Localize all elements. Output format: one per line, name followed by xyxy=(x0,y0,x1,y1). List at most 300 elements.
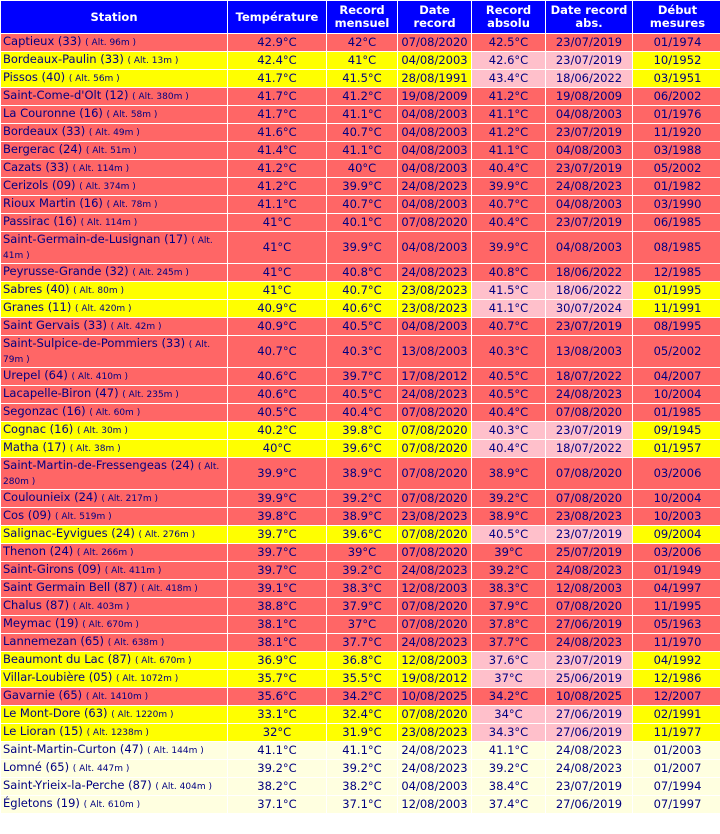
absolute-record-date-cell: 23/07/2019 xyxy=(546,422,632,439)
station-name[interactable]: Peyrusse-Grande (32) xyxy=(3,264,129,278)
station-altitude: ( Alt. 1220m ) xyxy=(111,710,174,720)
record-date-cell: 07/08/2020 xyxy=(398,598,471,615)
header-station[interactable]: Station xyxy=(1,1,227,33)
station-name[interactable]: Pissos (40) xyxy=(3,70,66,84)
record-date-cell: 07/08/2020 xyxy=(398,544,471,561)
station-name[interactable]: Passirac (16) xyxy=(3,214,78,228)
record-date-cell: 07/08/2020 xyxy=(398,404,471,421)
station-cell[interactable] xyxy=(1,386,227,403)
temperature-cell: 41.4°C xyxy=(228,142,326,159)
absolute-record-cell: 34.2°C xyxy=(472,688,545,705)
monthly-record-cell: 39.6°C xyxy=(327,440,397,457)
station-altitude: ( Alt. 404m ) xyxy=(155,782,212,792)
station-name[interactable]: Saint-Martin-Curton (47) xyxy=(3,742,144,756)
station-cell[interactable] xyxy=(1,368,227,385)
station-altitude: ( Alt. 276m ) xyxy=(138,530,196,540)
monthly-record-cell: 39.2°C xyxy=(327,760,397,777)
record-date-cell: 07/08/2020 xyxy=(398,422,471,439)
station-altitude: ( Alt. 418m ) xyxy=(141,584,198,594)
start-date-cell: 06/2002 xyxy=(633,88,720,105)
station-name[interactable]: Granes (11) xyxy=(3,300,72,314)
station-name[interactable]: Bordeaux-Paulin (33) xyxy=(3,52,124,66)
header-start-date[interactable]: Début mesures xyxy=(633,1,720,33)
station-name[interactable]: Saint-Yrieix-la-Perche (87) xyxy=(3,778,152,792)
temperature-cell: 41.7°C xyxy=(228,88,326,105)
table-row xyxy=(1,742,720,759)
station-cell[interactable] xyxy=(1,526,227,543)
station-cell[interactable] xyxy=(1,742,227,759)
station-cell[interactable] xyxy=(1,142,227,159)
temperature-cell: 39.9°C xyxy=(228,490,326,507)
station-altitude: ( Alt. 638m ) xyxy=(107,638,165,648)
station-name[interactable]: Urepel (64) xyxy=(3,368,68,382)
station-cell[interactable] xyxy=(1,404,227,421)
station-cell[interactable] xyxy=(1,88,227,105)
temperature-cell: 38.2°C xyxy=(228,778,326,795)
station-cell[interactable] xyxy=(1,300,227,317)
start-date-cell: 12/1986 xyxy=(633,670,720,687)
table-row xyxy=(1,670,720,687)
header-record-date[interactable]: Date record xyxy=(398,1,471,33)
absolute-record-date-cell: 24/08/2023 xyxy=(546,178,632,195)
table-row xyxy=(1,616,720,633)
station-name[interactable]: Lomné (65) xyxy=(3,760,70,774)
station-cell[interactable] xyxy=(1,282,227,299)
absolute-record-cell: 34°C xyxy=(472,706,545,723)
record-date-cell: 24/08/2023 xyxy=(398,760,471,777)
start-date-cell: 10/2004 xyxy=(633,386,720,403)
station-name[interactable]: Saint-Come-d'Olt (12) xyxy=(3,88,129,102)
absolute-record-date-cell: 23/07/2019 xyxy=(546,318,632,335)
absolute-record-cell: 39.9°C xyxy=(472,232,545,263)
station-name[interactable]: Saint-Girons (09) xyxy=(3,562,102,576)
start-date-cell: 11/1977 xyxy=(633,724,720,741)
absolute-record-date-cell: 24/08/2023 xyxy=(546,562,632,579)
station-cell[interactable] xyxy=(1,196,227,213)
table-row xyxy=(1,490,720,507)
station-altitude: ( Alt. 266m ) xyxy=(76,548,134,558)
start-date-cell: 10/2004 xyxy=(633,490,720,507)
table-row xyxy=(1,196,720,213)
station-name[interactable]: Beaumont du Lac (87) xyxy=(3,652,132,666)
station-altitude: ( Alt. 670m ) xyxy=(134,656,192,666)
table-row xyxy=(1,404,720,421)
table-row xyxy=(1,544,720,561)
monthly-record-cell: 41.1°C xyxy=(327,106,397,123)
absolute-record-date-cell: 25/07/2019 xyxy=(546,544,632,561)
station-name[interactable]: Saint Germain Bell (87) xyxy=(3,580,138,594)
absolute-record-cell: 41.1°C xyxy=(472,300,545,317)
table-row xyxy=(1,368,720,385)
absolute-record-cell: 40.5°C xyxy=(472,386,545,403)
absolute-record-cell: 39.2°C xyxy=(472,490,545,507)
station-name[interactable]: Bergerac (24) xyxy=(3,142,83,156)
record-date-cell: 24/08/2023 xyxy=(398,742,471,759)
absolute-record-cell: 37.7°C xyxy=(472,634,545,651)
station-cell[interactable] xyxy=(1,634,227,651)
header-monthly-record[interactable]: Record mensuel xyxy=(327,1,397,33)
station-altitude: ( Alt. 30m ) xyxy=(76,426,128,436)
record-date-cell: 04/08/2003 xyxy=(398,142,471,159)
station-altitude: ( Alt. 41m ) xyxy=(3,235,213,261)
start-date-cell: 04/2007 xyxy=(633,368,720,385)
table-row xyxy=(1,724,720,741)
absolute-record-date-cell: 04/08/2003 xyxy=(546,196,632,213)
absolute-record-date-cell: 23/07/2019 xyxy=(546,34,632,51)
monthly-record-cell: 39.2°C xyxy=(327,490,397,507)
record-date-cell: 12/08/2003 xyxy=(398,796,471,813)
temperature-cell: 38.1°C xyxy=(228,634,326,651)
absolute-record-date-cell: 04/08/2003 xyxy=(546,232,632,263)
start-date-cell: 01/1949 xyxy=(633,562,720,579)
absolute-record-cell: 39.9°C xyxy=(472,178,545,195)
table-row xyxy=(1,282,720,299)
record-date-cell: 04/08/2003 xyxy=(398,196,471,213)
monthly-record-cell: 40.7°C xyxy=(327,282,397,299)
station-altitude: ( Alt. 80m ) xyxy=(73,286,124,296)
station-cell[interactable] xyxy=(1,562,227,579)
absolute-record-date-cell: 30/07/2024 xyxy=(546,300,632,317)
monthly-record-cell: 34.2°C xyxy=(327,688,397,705)
station-altitude: ( Alt. 58m ) xyxy=(106,110,158,120)
station-name[interactable]: Lannemezan (65) xyxy=(3,634,105,648)
station-cell[interactable] xyxy=(1,688,227,705)
header-row xyxy=(1,1,720,33)
temperature-cell: 40.7°C xyxy=(228,336,326,367)
header-absolute-record-date[interactable]: Date record abs. xyxy=(546,1,632,33)
temperature-cell: 41.7°C xyxy=(228,106,326,123)
record-date-cell: 10/08/2025 xyxy=(398,688,471,705)
station-altitude: ( Alt. 670m ) xyxy=(82,620,139,630)
station-altitude: ( Alt. 420m ) xyxy=(74,304,132,314)
absolute-record-cell: 39°C xyxy=(472,544,545,561)
temperature-cell: 40.2°C xyxy=(228,422,326,439)
station-name[interactable]: Saint-Martin-de-Fressengeas (24) xyxy=(3,458,195,472)
absolute-record-date-cell: 23/07/2019 xyxy=(546,526,632,543)
station-name[interactable]: Le Lioran (15) xyxy=(3,724,83,738)
record-date-cell: 24/08/2023 xyxy=(398,264,471,281)
station-cell[interactable] xyxy=(1,616,227,633)
start-date-cell: 12/2007 xyxy=(633,688,720,705)
start-date-cell: 01/1995 xyxy=(633,282,720,299)
start-date-cell: 05/1963 xyxy=(633,616,720,633)
station-name[interactable]: Rioux Martin (16) xyxy=(3,196,103,210)
absolute-record-cell: 37.4°C xyxy=(472,796,545,813)
absolute-record-date-cell: 25/06/2019 xyxy=(546,670,632,687)
temperature-cell: 42.4°C xyxy=(228,52,326,69)
station-altitude: ( Alt. 410m ) xyxy=(71,372,129,382)
absolute-record-date-cell: 23/07/2019 xyxy=(546,214,632,231)
station-name[interactable]: Captieux (33) xyxy=(3,34,82,48)
absolute-record-cell: 37.6°C xyxy=(472,652,545,669)
monthly-record-cell: 38.9°C xyxy=(327,508,397,525)
temperature-cell: 40.6°C xyxy=(228,386,326,403)
absolute-record-cell: 40.4°C xyxy=(472,404,545,421)
record-date-cell: 24/08/2023 xyxy=(398,386,471,403)
absolute-record-cell: 40.4°C xyxy=(472,160,545,177)
station-cell[interactable] xyxy=(1,778,227,795)
station-name[interactable]: Lacapelle-Biron (47) xyxy=(3,386,119,400)
station-name[interactable]: Coulounieix (24) xyxy=(3,490,98,504)
absolute-record-cell: 38.3°C xyxy=(472,580,545,597)
table-row xyxy=(1,70,720,87)
station-altitude: ( Alt. 1072m ) xyxy=(115,674,179,684)
station-name[interactable]: Matha (17) xyxy=(3,440,67,454)
temperature-cell: 40°C xyxy=(228,440,326,457)
station-altitude: ( Alt. 1410m ) xyxy=(85,692,149,702)
absolute-record-date-cell: 04/08/2003 xyxy=(546,106,632,123)
station-cell[interactable] xyxy=(1,652,227,669)
absolute-record-cell: 37.8°C xyxy=(472,616,545,633)
monthly-record-cell: 37.9°C xyxy=(327,598,397,615)
absolute-record-cell: 40.5°C xyxy=(472,368,545,385)
station-cell[interactable] xyxy=(1,490,227,507)
temperature-cell: 33.1°C xyxy=(228,706,326,723)
record-date-cell: 19/08/2012 xyxy=(398,670,471,687)
start-date-cell: 05/2002 xyxy=(633,336,720,367)
absolute-record-cell: 41.1°C xyxy=(472,742,545,759)
station-altitude: ( Alt. 374m ) xyxy=(79,182,136,192)
station-name[interactable]: Sabres (40) xyxy=(3,282,70,296)
absolute-record-cell: 41.2°C xyxy=(472,88,545,105)
station-altitude: ( Alt. 403m ) xyxy=(72,602,130,612)
record-date-cell: 04/08/2003 xyxy=(398,318,471,335)
absolute-record-cell: 41.1°C xyxy=(472,142,545,159)
station-name[interactable]: Cazats (33) xyxy=(3,160,69,174)
absolute-record-date-cell: 13/08/2003 xyxy=(546,336,632,367)
absolute-record-cell: 40.7°C xyxy=(472,196,545,213)
absolute-record-date-cell: 18/07/2022 xyxy=(546,368,632,385)
absolute-record-cell: 42.5°C xyxy=(472,34,545,51)
record-date-cell: 07/08/2020 xyxy=(398,440,471,457)
table-row xyxy=(1,88,720,105)
record-date-cell: 07/08/2020 xyxy=(398,214,471,231)
start-date-cell: 07/1994 xyxy=(633,778,720,795)
absolute-record-date-cell: 18/07/2022 xyxy=(546,440,632,457)
station-cell[interactable] xyxy=(1,670,227,687)
table-row xyxy=(1,124,720,141)
station-name[interactable]: Bordeaux (33) xyxy=(3,124,86,138)
start-date-cell: 04/1992 xyxy=(633,652,720,669)
record-date-cell: 12/08/2003 xyxy=(398,652,471,669)
monthly-record-cell: 38.3°C xyxy=(327,580,397,597)
station-cell[interactable] xyxy=(1,34,227,51)
station-altitude: ( Alt. 79m ) xyxy=(3,339,211,365)
station-name[interactable]: Thenon (24) xyxy=(3,544,74,558)
station-cell[interactable] xyxy=(1,598,227,615)
monthly-record-cell: 39.8°C xyxy=(327,422,397,439)
station-cell[interactable] xyxy=(1,760,227,777)
record-date-cell: 28/08/1991 xyxy=(398,70,471,87)
monthly-record-cell: 39.9°C xyxy=(327,232,397,263)
record-date-cell: 04/08/2003 xyxy=(398,232,471,263)
absolute-record-date-cell: 23/07/2019 xyxy=(546,52,632,69)
temperature-cell: 39.7°C xyxy=(228,526,326,543)
station-name[interactable]: Égletons (19) xyxy=(3,796,80,810)
table-row xyxy=(1,214,720,231)
absolute-record-cell: 39.2°C xyxy=(472,760,545,777)
station-name[interactable]: Le Mont-Dore (63) xyxy=(3,706,108,720)
table-row xyxy=(1,652,720,669)
station-cell[interactable] xyxy=(1,264,227,281)
start-date-cell: 11/1991 xyxy=(633,300,720,317)
start-date-cell: 01/2003 xyxy=(633,742,720,759)
station-name[interactable]: Saint-Germain-de-Lusignan (17) xyxy=(3,232,188,246)
station-cell[interactable] xyxy=(1,214,227,231)
station-name[interactable]: Cerizols (09) xyxy=(3,178,76,192)
monthly-record-cell: 31.9°C xyxy=(327,724,397,741)
temperature-cell: 39.2°C xyxy=(228,760,326,777)
monthly-record-cell: 41.1°C xyxy=(327,742,397,759)
monthly-record-cell: 39.9°C xyxy=(327,178,397,195)
start-date-cell: 01/2007 xyxy=(633,760,720,777)
monthly-record-cell: 39.2°C xyxy=(327,562,397,579)
record-date-cell: 24/08/2023 xyxy=(398,562,471,579)
temperature-cell: 41.2°C xyxy=(228,160,326,177)
station-cell[interactable] xyxy=(1,124,227,141)
start-date-cell: 03/1990 xyxy=(633,196,720,213)
temperature-cell: 40.9°C xyxy=(228,300,326,317)
station-cell[interactable] xyxy=(1,706,227,723)
absolute-record-date-cell: 12/08/2003 xyxy=(546,580,632,597)
start-date-cell: 05/2002 xyxy=(633,160,720,177)
table-row xyxy=(1,232,720,263)
station-cell[interactable] xyxy=(1,422,227,439)
absolute-record-date-cell: 04/08/2003 xyxy=(546,142,632,159)
record-date-cell: 07/08/2020 xyxy=(398,706,471,723)
monthly-record-cell: 40.5°C xyxy=(327,318,397,335)
record-date-cell: 07/08/2020 xyxy=(398,34,471,51)
station-cell[interactable] xyxy=(1,178,227,195)
absolute-record-cell: 41.2°C xyxy=(472,124,545,141)
absolute-record-date-cell: 23/07/2019 xyxy=(546,652,632,669)
temperature-cell: 40.6°C xyxy=(228,368,326,385)
absolute-record-cell: 40.7°C xyxy=(472,318,545,335)
start-date-cell: 03/1988 xyxy=(633,142,720,159)
station-cell[interactable] xyxy=(1,70,227,87)
start-date-cell: 07/1997 xyxy=(633,796,720,813)
station-name[interactable]: Cognac (16) xyxy=(3,422,74,436)
absolute-record-cell: 37°C xyxy=(472,670,545,687)
station-altitude: ( Alt. 245m ) xyxy=(132,268,189,278)
station-name[interactable]: Saint Gervais (33) xyxy=(3,318,108,332)
station-altitude: ( Alt. 60m ) xyxy=(89,408,141,418)
table-row xyxy=(1,562,720,579)
table-row xyxy=(1,386,720,403)
station-name[interactable]: Gavarnie (65) xyxy=(3,688,83,702)
monthly-record-cell: 41°C xyxy=(327,52,397,69)
station-cell[interactable] xyxy=(1,440,227,457)
station-cell[interactable] xyxy=(1,336,227,367)
station-name[interactable]: Saint-Sulpice-de-Pommiers (33) xyxy=(3,336,186,350)
station-name[interactable]: Chalus (87) xyxy=(3,598,70,612)
station-cell[interactable] xyxy=(1,160,227,177)
station-name[interactable]: Meymac (19) xyxy=(3,616,79,630)
station-altitude: ( Alt. 13m ) xyxy=(127,56,179,66)
temperature-cell: 37.1°C xyxy=(228,796,326,813)
record-date-cell: 13/08/2003 xyxy=(398,336,471,367)
station-altitude: ( Alt. 235m ) xyxy=(122,390,179,400)
station-cell[interactable] xyxy=(1,52,227,69)
absolute-record-date-cell: 24/08/2023 xyxy=(546,634,632,651)
station-name[interactable]: La Couronne (16) xyxy=(3,106,103,120)
absolute-record-cell: 41.1°C xyxy=(472,106,545,123)
absolute-record-date-cell: 18/06/2022 xyxy=(546,70,632,87)
absolute-record-cell: 37.9°C xyxy=(472,598,545,615)
monthly-record-cell: 38.9°C xyxy=(327,458,397,489)
table-row xyxy=(1,422,720,439)
header-temperature[interactable]: Température xyxy=(228,1,326,33)
monthly-record-cell: 40.7°C xyxy=(327,124,397,141)
table-row xyxy=(1,688,720,705)
station-cell[interactable] xyxy=(1,232,227,263)
temperature-cell: 35.6°C xyxy=(228,688,326,705)
monthly-record-cell: 38.2°C xyxy=(327,778,397,795)
monthly-record-cell: 40.1°C xyxy=(327,214,397,231)
temperature-cell: 40.5°C xyxy=(228,404,326,421)
temperature-cell: 41°C xyxy=(228,264,326,281)
start-date-cell: 01/1976 xyxy=(633,106,720,123)
table-row xyxy=(1,178,720,195)
monthly-record-cell: 35.5°C xyxy=(327,670,397,687)
station-cell[interactable] xyxy=(1,318,227,335)
monthly-record-cell: 40.7°C xyxy=(327,196,397,213)
station-cell[interactable] xyxy=(1,508,227,525)
temperature-cell: 41°C xyxy=(228,282,326,299)
absolute-record-date-cell: 23/07/2019 xyxy=(546,160,632,177)
absolute-record-cell: 34.3°C xyxy=(472,724,545,741)
station-name[interactable]: Salignac-Eyvigues (24) xyxy=(3,526,135,540)
absolute-record-date-cell: 23/07/2019 xyxy=(546,124,632,141)
record-date-cell: 04/08/2003 xyxy=(398,124,471,141)
station-cell[interactable] xyxy=(1,796,227,813)
absolute-record-date-cell: 07/08/2020 xyxy=(546,458,632,489)
station-cell[interactable] xyxy=(1,580,227,597)
absolute-record-cell: 40.5°C xyxy=(472,526,545,543)
station-altitude: ( Alt. 96m ) xyxy=(85,38,137,48)
temperature-cell: 39.7°C xyxy=(228,562,326,579)
start-date-cell: 09/1945 xyxy=(633,422,720,439)
table-body xyxy=(1,34,720,813)
temperature-cell: 40.9°C xyxy=(228,318,326,335)
table-row xyxy=(1,458,720,489)
station-name[interactable]: Cos (09) xyxy=(3,508,52,522)
absolute-record-cell: 40.4°C xyxy=(472,214,545,231)
station-cell[interactable] xyxy=(1,106,227,123)
table-row xyxy=(1,336,720,367)
record-date-cell: 07/08/2020 xyxy=(398,616,471,633)
absolute-record-cell: 42.6°C xyxy=(472,52,545,69)
monthly-record-cell: 40°C xyxy=(327,160,397,177)
station-name[interactable]: Villar-Loubière (05) xyxy=(3,670,113,684)
station-cell[interactable] xyxy=(1,458,227,489)
station-cell[interactable] xyxy=(1,724,227,741)
monthly-record-cell: 41.5°C xyxy=(327,70,397,87)
station-name[interactable]: Segonzac (16) xyxy=(3,404,86,418)
header-absolute-record[interactable]: Record absolu xyxy=(472,1,545,33)
start-date-cell: 10/2003 xyxy=(633,508,720,525)
station-altitude: ( Alt. 380m ) xyxy=(132,92,189,102)
station-altitude: ( Alt. 610m ) xyxy=(83,800,141,810)
station-altitude: ( Alt. 411m ) xyxy=(104,566,162,576)
absolute-record-date-cell: 10/08/2025 xyxy=(546,688,632,705)
monthly-record-cell: 37.7°C xyxy=(327,634,397,651)
absolute-record-date-cell: 07/08/2020 xyxy=(546,404,632,421)
table-row xyxy=(1,778,720,795)
record-date-cell: 07/08/2020 xyxy=(398,458,471,489)
absolute-record-date-cell: 27/06/2019 xyxy=(546,706,632,723)
station-cell[interactable] xyxy=(1,544,227,561)
